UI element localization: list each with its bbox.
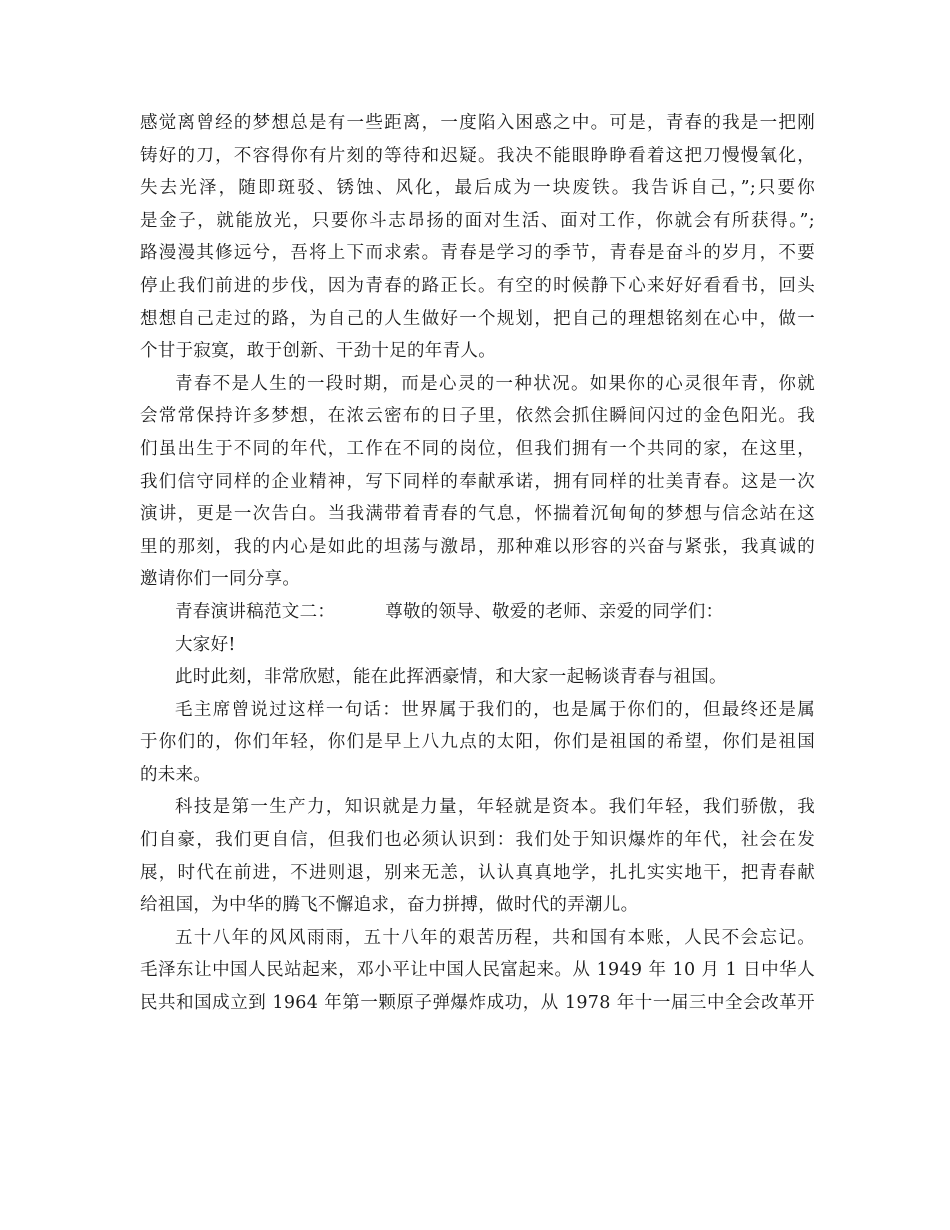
heading-left: 青春演讲稿范文二： xyxy=(175,601,336,622)
text-line: 失去光泽，随即斑驳、锈蚀、风化，最后成为一块废铁。我告诉自己，”;只要你 xyxy=(140,178,815,199)
text-line: 停止我们前进的步伐，因为青春的路正长。有空的时候静下心来好好看看书，回头 xyxy=(140,275,815,296)
text-line: 演讲，更是一次告白。当我满带着青春的气息，怀揣着沉甸甸的梦想与信念站在这 xyxy=(140,504,815,525)
text-line: 毛泽东让中国人民站起来，邓小平让中国人民富起来。从 1949 年 10 月 1 日中华人 xyxy=(140,960,815,981)
text-line: 的未来。 xyxy=(140,764,212,785)
paragraph-block-2 xyxy=(140,629,815,1020)
text-line: 展，时代在前进，不进则退，别来无恙，认认真真地学，扎扎实实地干，把青春献 xyxy=(140,862,815,883)
paragraph-block-1 xyxy=(140,107,815,596)
text-line: 青春不是人生的一段时期，而是心灵的一种状况。如果你的心灵很年青，你就 xyxy=(175,373,815,394)
heading-line xyxy=(140,596,815,629)
document-body xyxy=(140,107,815,1020)
text-line: 里的那刻，我的内心是如此的坦荡与激昂，那种难以形容的兴奋与紧张，我真诚的 xyxy=(140,536,815,557)
text-line: 们虽出生于不同的年代，工作在不同的岗位，但我们拥有一个共同的家，在这里， xyxy=(140,438,815,459)
text-line: 铸好的刀，不容得你有片刻的等待和迟疑。我决不能眼睁睁看着这把刀慢慢氧化， xyxy=(140,145,815,166)
text-line: 是金子，就能放光，只要你斗志昂扬的面对生活、面对工作，你就会有所获得。”; xyxy=(140,210,815,231)
text-line: 会常常保持许多梦想，在浓云密布的日子里，依然会抓住瞬间闪过的金色阳光。我 xyxy=(140,406,815,427)
text-line: 此时此刻，非常欣慰，能在此挥洒豪情，和大家一起畅谈青春与祖国。 xyxy=(175,667,727,688)
text-line: 大家好! xyxy=(175,634,236,655)
text-line: 五十八年的风风雨雨，五十八年的艰苦历程，共和国有本账，人民不会忘记。 xyxy=(175,927,815,948)
text-line: 个甘于寂寞，敢于创新、干劲十足的年青人。 xyxy=(140,341,496,362)
text-line: 科技是第一生产力，知识就是力量，年轻就是资本。我们年轻，我们骄傲，我 xyxy=(175,797,815,818)
text-line: 感觉离曾经的梦想总是有一些距离，一度陷入困惑之中。可是，青春的我是一把刚 xyxy=(140,113,815,133)
text-line: 们自豪，我们更自信，但我们也必须认识到：我们处于知识爆炸的年代，社会在发 xyxy=(140,830,815,851)
text-line: 路漫漫其修远兮，吾将上下而求索。青春是学习的季节，青春是奋斗的岁月，不要 xyxy=(140,243,815,264)
text-line: 毛主席曾说过这样一句话：世界属于我们的，也是属于你们的，但最终还是属 xyxy=(175,699,815,720)
text-line: 想想自己走过的路，为自己的人生做好一个规划，把自己的理想铭刻在心中，做一 xyxy=(140,308,815,329)
text-line: 邀请你们一同分享。 xyxy=(140,569,301,590)
text-line: 我们信守同样的企业精神，写下同样的奉献承诺，拥有同样的壮美青春。这是一次 xyxy=(140,471,815,492)
text-line: 民共和国成立到 1964 年第一颗原子弹爆炸成功，从 1978 年十一届三中全会改革开 xyxy=(140,993,815,1014)
text-line: 于你们的，你们年轻，你们是早上八九点的太阳，你们是祖国的希望，你们是祖国 xyxy=(140,732,815,753)
heading-right: 尊敬的领导、敬爱的老师、亲爱的同学们： xyxy=(385,601,724,622)
text-line: 给祖国，为中华的腾飞不懈追求，奋力拼搏，做时代的弄潮儿。 xyxy=(140,895,639,916)
